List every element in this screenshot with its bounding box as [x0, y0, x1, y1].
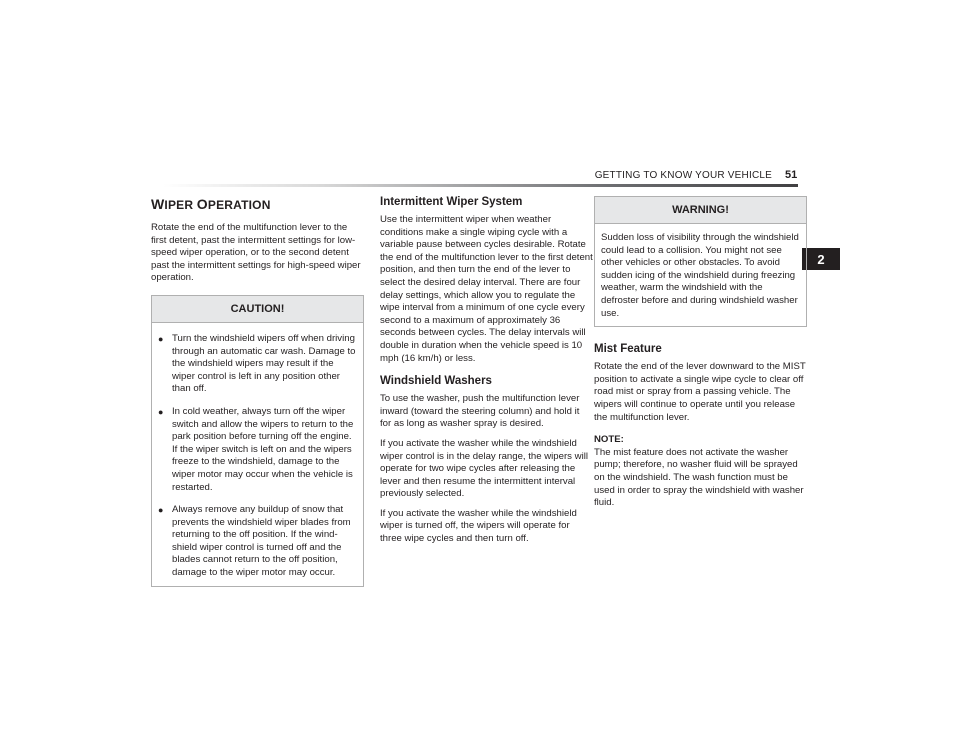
caution-title: CAUTION! [152, 296, 363, 323]
intermittent-wiper-heading: Intermittent Wiper System [380, 196, 523, 208]
column-intermittent-washers [380, 196, 593, 553]
section-title-part-2: PERATION [207, 198, 271, 212]
column-warning-mist [594, 196, 807, 517]
caution-item-text: Turn the windshield wipers off when driving through an automatic car wash. Damage to the windshield wipers may result if the wiper control is left in any position other than off. [172, 332, 356, 395]
header-rule [163, 184, 798, 187]
note-text: The mist feature does not activate the washer pump; therefore, no washer fluid will be sprayed on the windshield. The wash function must be used in order to spray the windshield with washer fluid. [594, 446, 804, 509]
washers-paragraph-2: If you activate the washer while the windshield wiper control is in the delay range, the wipers will operate for two wipe cycles after releasing the lever and then resume the intermittent interval previously selected. [380, 437, 588, 500]
washers-paragraph-3: If you activate the washer while the windshield wiper is turned off, the wipers will operate for three wipe cycles and then turn off. [380, 507, 577, 545]
bullet-icon: ● [158, 406, 164, 417]
washers-paragraph-1: To use the washer, push the multifunction lever inward (toward the steering column) and hold it for as long as washer spray is desired. [380, 393, 580, 430]
caution-item [158, 406, 357, 494]
section-title-part-1: IPER [164, 198, 197, 212]
bullet-icon: ● [158, 505, 164, 516]
note-label: NOTE: [594, 434, 624, 446]
caution-item-text: In cold weather, always turn off the wiper switch and allow the wipers to return to the park position before turning off the engine. If the wiper switch is left on and the wipers freeze to the windshield, damage to the wiper motor may occur when the vehicle is restarted. [172, 405, 354, 493]
section-tab: 2 [802, 248, 840, 270]
windshield-washers-heading: Windshield Washers [380, 375, 492, 388]
mist-feature-heading: Mist Feature [594, 343, 662, 356]
page-number: 51 [785, 169, 798, 181]
warning-title: WARNING! [595, 197, 806, 224]
section-title [151, 196, 364, 212]
warning-box [594, 196, 807, 327]
intermittent-wiper-paragraph: Use the intermittent wiper when weather conditions make a single wiping cycle with a variable pause between cycles desirable. Rotate the end of the multifunction lever to the first detent position, and then turn the end of the lever to select the desired delay interval. There are four delay settings, which allow you to regulate the wipe interval from a minimum of one cycle every second to a maximum of approximately 36 seconds between cycles. The delay intervals will double in duration when the vehicle speed is 10 mph (16 km/h) or less. [380, 214, 593, 364]
wiper-intro-paragraph: Rotate the end of the multifunction lever to the first detent, past the intermittent settings for low-speed wiper operation, or to the second detent past the intermittent settings for high-speed wiper operation. [151, 222, 361, 284]
mist-feature-paragraph: Rotate the end of the lever downward to the MIST position to activate a single wipe cycle to clear off road mist or spray from a passing vehicle. The wipers will continue to operate until you release the multifunction lever. [594, 361, 806, 423]
warning-text: Sudden loss of visibility through the windshield could lead to a collision. You might not see other vehicles or other obstacles. To avoid sudden icing of the windshield during freezing weather, warm the windshield with the defroster before and during windshield washer use. [601, 232, 799, 319]
running-title: GETTING TO KNOW YOUR VEHICLE [594, 170, 772, 181]
section-title-initial-1: W [151, 196, 165, 212]
caution-item-text: Always remove any buildup of snow that prevents the windshield wiper blades from returning to the off position. If the wind-shield wiper control is turned off and the blades cannot return to the off position, damage to the wiper motor may occur. [172, 504, 351, 579]
caution-item [158, 504, 357, 580]
caution-item [158, 333, 357, 396]
column-wiper-operation [151, 196, 364, 587]
bullet-icon: ● [158, 333, 164, 344]
section-title-initial-2: O [196, 196, 208, 212]
caution-box [151, 295, 364, 587]
